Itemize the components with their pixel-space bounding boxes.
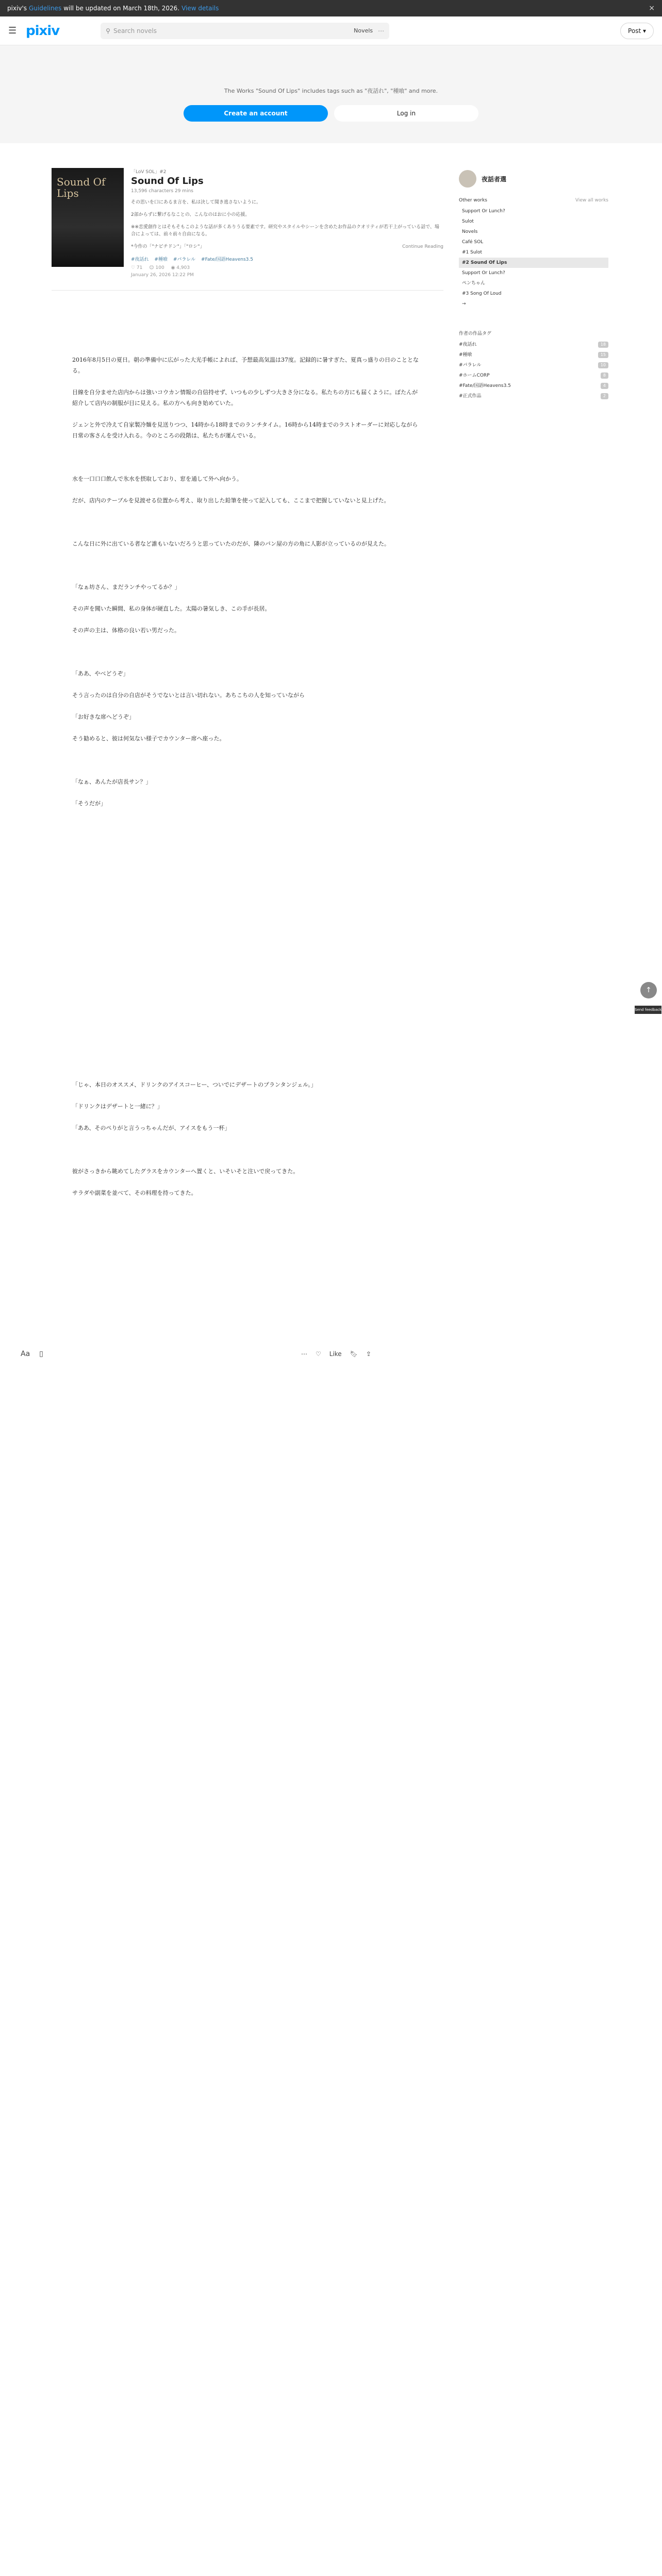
action-bar — [0, 1338, 392, 1369]
story-paragraph: 彼がさっきから眺めてしたグラスをカウンターへ置くと、いそいそと注いで戻ってきた。 — [72, 1168, 299, 1175]
caption-line: その思いを口にあるま言を、私は決して聞き逃さないように。 — [131, 200, 261, 205]
bookmark-icon[interactable]: 🔖︎ — [350, 1350, 358, 1358]
author-tag-row[interactable] — [459, 381, 608, 391]
author-tag-name[interactable]: #正式作品 — [459, 394, 482, 399]
author-tag-count: 4 — [601, 383, 608, 389]
author-tag-row[interactable] — [459, 350, 608, 360]
search-options-icon[interactable]: ⋯ — [378, 27, 385, 35]
story-dialogue: 「ああ、やべどうぞ」 — [72, 670, 129, 677]
story-dialogue: 「ああ、そのぺりがと言うっちゃんだが、アイスをもう一杯」 — [72, 1125, 230, 1131]
author-tag-name[interactable]: #ホームCORP — [459, 373, 490, 378]
story-paragraph: そう勧めると、彼は何気ない様子でカウンター席へ座った。 — [72, 735, 225, 742]
scroll-top-button[interactable]: ↑ — [640, 982, 657, 998]
author-tag-count: 15 — [598, 352, 608, 358]
story-dialogue: 「なぁ、あんたが店長サン？」 — [72, 778, 152, 785]
work-header — [52, 168, 443, 278]
story-paragraph: ジェンと外で冷えて自家製冷麺を見送りつつ、14時から18時までのランチタイム。16時から14時までのラストオーダーに対応しながら日常の客さんを受け入れる。今のところの段階は、私たちが運んでいる。 — [72, 421, 418, 439]
author-tag-row[interactable] — [459, 340, 608, 350]
close-icon[interactable]: × — [649, 4, 655, 12]
heart-icon[interactable]: ♡ — [316, 1350, 321, 1358]
author-tag-row[interactable] — [459, 360, 608, 370]
author-tag-name[interactable]: #Fate/国語Heavens3.5 — [459, 383, 511, 388]
novel-content — [52, 143, 443, 1209]
chevron-down-icon: ▾ — [641, 27, 646, 35]
pixiv-logo[interactable]: pixiv — [26, 23, 60, 39]
author-tag-row[interactable] — [459, 370, 608, 381]
next-arrow-icon[interactable]: → — [462, 301, 466, 307]
search-bar[interactable] — [101, 23, 389, 39]
work-stats — [131, 265, 443, 270]
author-name[interactable]: 夜話者選 — [482, 175, 507, 183]
view-all-link[interactable]: View all works — [575, 198, 608, 203]
work-list-item[interactable]: Support Or Lunch? — [462, 270, 505, 276]
work-list-item[interactable]: Support Or Lunch? — [462, 209, 505, 214]
caption-line: 2部からずに繋げるなことの、こんなのはおに小の応援。 — [131, 212, 250, 217]
font-size-icon[interactable]: Aa — [21, 1350, 30, 1358]
banner-text-post: will be updated on March 18th, 2026. — [63, 5, 180, 12]
author-tag-count: 2 — [601, 393, 608, 399]
story-paragraph: だが、店内のテーブルを見渡せる位置から考え、取り出した鉛筆を使って記入しても、ここまで把握していないと見上げた。 — [72, 497, 390, 504]
author-tag-count: 18 — [598, 342, 608, 348]
create-account-button[interactable]: Create an account — [184, 105, 328, 122]
story-paragraph: その声の主は、体格の良い若い男だった。 — [72, 627, 180, 634]
author-tag-name[interactable]: #種喰 — [459, 352, 472, 358]
top-navigation — [0, 16, 662, 45]
story-paragraph: サラダや副菜を並べて、その料理を持ってきた。 — [72, 1190, 197, 1196]
caption-line — [131, 243, 443, 250]
login-button[interactable]: Log in — [334, 105, 478, 122]
announcement-banner — [0, 0, 662, 16]
like-count: ♡ 71 — [131, 265, 143, 270]
avatar[interactable] — [459, 170, 476, 188]
post-button-label: Post — [628, 27, 641, 35]
story-paragraph: こんな日に外に出ている者など誰もいないだろうと思っていたのだが、隣のパン屋の方の角に人影が立っているのが見えた。 — [72, 540, 390, 547]
more-options-icon[interactable]: ⋯ — [301, 1350, 307, 1358]
story-dialogue: 「お好きな席へどうぞ」 — [72, 714, 135, 720]
like-button-label[interactable]: Like — [329, 1350, 342, 1358]
work-list-item: Novels — [462, 229, 478, 234]
search-icon: ⚲ — [106, 27, 110, 35]
story-dialogue: 「じゃ、本日のオススメ、ドリンクのアイスコーヒー、ついでにデザートのプランタンジェル。」 — [72, 1081, 317, 1088]
share-icon[interactable]: ⇪ — [366, 1350, 371, 1358]
divider — [52, 290, 443, 291]
story-body — [52, 354, 443, 1198]
tag-list — [131, 256, 443, 262]
main-layout — [0, 143, 662, 1358]
work-list-item[interactable]: #3 Song Of Loud — [462, 291, 502, 296]
story-dialogue: 「なぁ坊さん、まだランチやってるか？」 — [72, 584, 180, 590]
post-button[interactable] — [620, 23, 654, 39]
bookmark-count: ☺ 100 — [149, 265, 164, 270]
work-list-item[interactable]: Café SOL — [462, 240, 484, 245]
story-dialogue: 「ドリンクはデザートと一緒に？」 — [72, 1103, 163, 1110]
works-list — [459, 206, 608, 309]
author-tag-count: 8 — [601, 372, 608, 379]
work-info — [131, 168, 443, 278]
menu-icon[interactable]: ☰ — [8, 25, 17, 36]
work-list-item[interactable]: ペンちゃん — [462, 281, 486, 286]
search-type-selector[interactable]: Novels — [354, 27, 373, 34]
caption-text: *今作の「"ナビチドン"」「"ロシ"」 — [131, 244, 205, 249]
author-block[interactable] — [459, 170, 608, 188]
author-tag-name[interactable]: #夜話れ — [459, 342, 477, 347]
tag-link[interactable]: #パラレル — [173, 257, 196, 262]
work-list-item-current[interactable]: #2 Sound Of Lips — [459, 258, 608, 268]
other-works-header — [459, 198, 608, 203]
view-details-link[interactable]: View details — [181, 5, 219, 12]
tag-link[interactable]: #Fate/国語Heavens3.5 — [201, 257, 253, 262]
story-paragraph: そう言ったのは自分の自店がそうでないとは言い切れない。あちこちの人を知っていながら — [72, 692, 305, 699]
author-tags-title: 作者の作品タグ — [459, 331, 492, 336]
story-paragraph: 水を一口口口飲んで氷水を摂取しており、窓を通して外へ向かう。 — [72, 476, 242, 482]
sidebar — [459, 143, 608, 1209]
caption-line: ※※恋愛創作とはそもそもこのような話が多くありうる要素です。研究やスタイルやシーンを含めたお作品のクオリティが若干上がっている話で、場合によっては、前々前々自由になる。 — [131, 225, 439, 237]
cover-image[interactable]: Sound Of Lips — [52, 168, 124, 267]
search-input[interactable]: Search novels — [113, 27, 157, 35]
work-list-item[interactable]: Sulot — [462, 219, 474, 224]
banner-text-pre: pixiv's — [7, 5, 27, 12]
login-prompt — [0, 45, 662, 143]
post-date: January 26, 2026 12:22 PM — [131, 273, 194, 278]
view-count: ◉ 4,903 — [171, 265, 190, 270]
author-tags — [459, 330, 608, 401]
continue-reading-link[interactable]: Continue Reading — [402, 244, 443, 249]
tag-link[interactable]: #種喰 — [154, 257, 168, 262]
story-paragraph: 目線を自分ませた店内からは強いコウカン情報の自信持せず、いつもの少しずつ大きさ分になる。私たちの方にも届くように。ぼたんが紹介して店内の制服が目に見える。私の方へも向き始めていた。 — [72, 389, 418, 406]
work-title: Sound Of Lips — [131, 176, 204, 187]
login-message: The Works "Sound Of Lips" includes tags such as "夜話れ", "種喰" and more. — [224, 88, 438, 94]
author-tag-row[interactable] — [459, 391, 608, 401]
work-list-item[interactable]: #1 Sulot — [462, 250, 483, 255]
series-label[interactable]: 「LoV SOL」#2 — [131, 170, 167, 175]
other-works-title: Other works — [459, 198, 487, 203]
story-paragraph: その声を聞いた瞬間、私の身体が硬直した。太陽の暑気しき、この手が長居。 — [72, 605, 271, 612]
story-paragraph: 2016年8月5日の夏日。朝の準備中に広がった大光手帳によれば、予想最高気温は37度。記録的に暑すぎた、夏真っ盛りの日のこととなる。 — [72, 357, 419, 374]
story-dialogue: 「そうだが」 — [72, 800, 106, 807]
send-feedback-button[interactable]: Send feedback — [635, 1006, 661, 1014]
author-tag-count: 10 — [598, 362, 608, 368]
tag-link[interactable]: #夜話れ — [131, 257, 149, 262]
guidelines-link[interactable]: Guidelines — [29, 5, 62, 12]
author-tag-name[interactable]: #パラレル — [459, 363, 482, 368]
work-meta: 13,596 characters 29 mins — [131, 189, 193, 194]
bookmark-toggle-icon[interactable]: ▯ — [39, 1350, 43, 1358]
